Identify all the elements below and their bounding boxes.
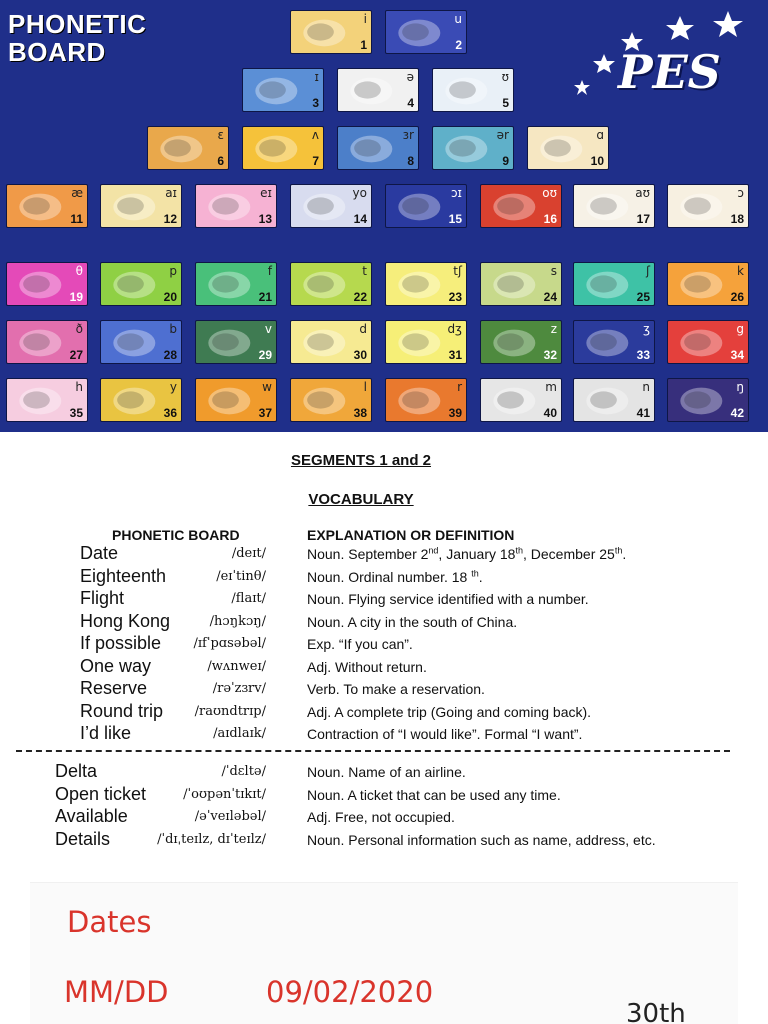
phonetic-symbol: ɛ <box>217 128 224 142</box>
phonetic-symbol: n <box>642 380 650 394</box>
phonetic-tile-37 <box>195 378 277 422</box>
phonetic-tile-15 <box>385 184 467 228</box>
tile-number: 10 <box>590 154 604 168</box>
vocabulary-word: Eighteenth <box>80 565 167 586</box>
phonetic-symbol: f <box>267 264 272 278</box>
tile-number: 26 <box>730 290 744 304</box>
vocabulary-definition: Verb. To make a reservation. <box>307 681 485 697</box>
vocabulary-word: If possible <box>80 633 162 653</box>
phonetic-tile-42 <box>667 378 749 422</box>
star-icon <box>593 54 615 73</box>
dates-note-card <box>30 882 738 1024</box>
phonetic-symbol: ð <box>75 322 83 336</box>
phonetic-tile-6 <box>147 126 229 170</box>
phonetic-symbol: æ <box>71 186 83 200</box>
tile-number: 38 <box>353 406 367 420</box>
phonetic-symbol: ʒ <box>643 322 650 336</box>
phonetic-transcription: /rəˈzɜrv/ <box>212 681 266 696</box>
phonetic-tile-10 <box>527 126 609 170</box>
tile-number: 25 <box>636 290 650 304</box>
phonetic-tile-9 <box>432 126 514 170</box>
phonetic-symbol: l <box>363 380 367 394</box>
tile-number: 32 <box>543 348 557 362</box>
phonetic-symbol: m <box>545 380 557 394</box>
phonetic-tile-26 <box>667 262 749 306</box>
phonetic-tile-28 <box>100 320 182 364</box>
phonetic-tile-5 <box>432 68 514 112</box>
vocabulary-definition: Adj. Free, not occupied. <box>307 809 455 825</box>
vocabulary-row <box>0 678 768 700</box>
tile-number: 41 <box>636 406 650 420</box>
note-date-format-label: MM/DD <box>64 975 169 1009</box>
board-title: PHONETIC BOARD <box>8 9 147 67</box>
phonetic-tile-20 <box>100 262 182 306</box>
tile-number: 39 <box>448 406 462 420</box>
phonetic-tile-3 <box>242 68 324 112</box>
phonetic-symbol: w <box>262 380 272 394</box>
phonetic-tile-39 <box>385 378 467 422</box>
column-header-definition: EXPLANATION OR DEFINITION <box>307 527 515 543</box>
phonetic-symbol: i <box>363 12 367 26</box>
tile-number: 37 <box>258 406 272 420</box>
tile-number: 8 <box>407 154 414 168</box>
phonetic-transcription: /wʌnweɪ/ <box>207 658 266 674</box>
vocabulary-word: Flight <box>80 588 125 608</box>
vocabulary-definition: Contraction of “I would like”. Formal “I want”. <box>307 726 583 742</box>
phonetic-symbol: oʊ <box>542 186 557 200</box>
phonetic-tile-11 <box>6 184 88 228</box>
phonetic-symbol: y <box>169 380 177 394</box>
note-date-value: 09/02/2020 <box>266 975 434 1009</box>
tile-number: 7 <box>312 154 319 168</box>
phonetic-transcription: /aɪdlaɪk/ <box>213 726 266 741</box>
tile-number: 35 <box>69 406 83 420</box>
phonetic-symbol: θ <box>75 264 83 278</box>
phonetic-tile-24 <box>480 262 562 306</box>
phonetic-transcription: /ɪfˈpɑsəbəl/ <box>193 636 266 651</box>
star-icon <box>574 80 590 95</box>
phonetic-symbol: ʊ <box>501 70 509 84</box>
tile-number: 1 <box>360 38 367 52</box>
phonetic-tile-35 <box>6 378 88 422</box>
phonetic-symbol: v <box>264 322 272 336</box>
vocabulary-definition: Adj. A complete trip (Going and coming back). <box>307 703 592 720</box>
phonetic-tile-18 <box>667 184 749 228</box>
segment-title: SEGMENTS 1 and 2 <box>290 452 432 469</box>
phonetic-symbol: s <box>550 264 557 278</box>
tile-number: 13 <box>258 212 272 226</box>
tile-number: 11 <box>70 212 83 226</box>
tile-number: 17 <box>636 212 650 226</box>
phonetic-transcription: /ˈoʊpənˈtɪkɪt/ <box>183 786 266 802</box>
phonetic-symbol: b <box>169 322 177 336</box>
vocabulary-row <box>0 543 768 565</box>
phonetic-tile-33 <box>573 320 655 364</box>
vocabulary-definition: Noun. Ordinal number. 18 $^{th}$. <box>307 567 483 585</box>
phonetic-tile-21 <box>195 262 277 306</box>
phonetic-symbol: p <box>169 264 177 278</box>
phonetic-tile-32 <box>480 320 562 364</box>
phonetic-tile-7 <box>242 126 324 170</box>
vocabulary-title: VOCABULARY <box>308 491 414 508</box>
phonetic-transcription: /ˈdɪˌteɪlz, dɪˈteɪlz/ <box>157 831 266 847</box>
tile-number: 30 <box>353 348 367 362</box>
vocabulary-definition: Noun. Flying service identified with a number. <box>307 591 589 607</box>
note-ordinal-text: 30th <box>626 999 686 1024</box>
phonetic-tile-30 <box>290 320 372 364</box>
phonetic-tile-16 <box>480 184 562 228</box>
tile-number: 42 <box>730 406 744 420</box>
phonetic-symbol: g <box>736 322 744 336</box>
phonetic-tile-8 <box>337 126 419 170</box>
tile-number: 29 <box>258 348 272 362</box>
phonetic-symbol: d <box>359 322 367 336</box>
vocabulary-word: Reserve <box>80 678 148 698</box>
vocabulary-row <box>0 633 768 655</box>
tile-number: 20 <box>163 290 177 304</box>
phonetic-tile-29 <box>195 320 277 364</box>
phonetic-tile-23 <box>385 262 467 306</box>
phonetic-symbol: aʊ <box>635 186 650 200</box>
phonetic-transcription: /eɪˈtinθ/ <box>216 568 266 584</box>
phonetic-symbol: z <box>550 322 557 336</box>
phonetic-tile-40 <box>480 378 562 422</box>
bread-icon <box>148 127 228 169</box>
phonetic-tile-2 <box>385 10 467 54</box>
phonetic-symbol: tʃ <box>453 264 462 278</box>
phonetic-symbol: h <box>75 380 83 394</box>
vocabulary-row <box>0 806 768 828</box>
tile-number: 12 <box>163 212 177 226</box>
tile-number: 6 <box>217 154 224 168</box>
vocabulary-word: Date <box>80 543 119 563</box>
bee-icon <box>291 11 371 53</box>
phonetic-tile-1 <box>290 10 372 54</box>
tile-number: 2 <box>455 38 462 52</box>
vocabulary-row <box>0 723 768 745</box>
phonetic-transcription: /deɪt/ <box>231 546 266 561</box>
vocabulary-row <box>0 566 768 588</box>
vocabulary-definition: Noun. A city in the south of China. <box>307 613 518 630</box>
phonetic-symbol: t <box>362 264 367 278</box>
star-icon <box>713 11 743 37</box>
phonetic-symbol: k <box>737 264 744 278</box>
phonetic-symbol: ɔ <box>737 186 744 200</box>
phonetic-transcription: /əˈveɪləbəl/ <box>194 809 266 824</box>
phonetic-symbol: ɑ <box>596 128 604 142</box>
vocabulary-row <box>0 784 768 806</box>
vocabulary-word: Delta <box>55 761 98 781</box>
phonetic-tile-41 <box>573 378 655 422</box>
phonetic-tile-4 <box>337 68 419 112</box>
phonetic-symbol: eɪ <box>260 186 272 200</box>
fish-icon <box>243 69 323 111</box>
phonetic-tile-36 <box>100 378 182 422</box>
vocabulary-word: Details <box>55 828 111 849</box>
phonetic-symbol: ŋ <box>736 380 744 394</box>
tile-number: 28 <box>163 348 177 362</box>
phonetic-tile-12 <box>100 184 182 228</box>
vocabulary-definition: Noun. A ticket that can be used any time. <box>307 786 561 803</box>
phonetic-tile-25 <box>573 262 655 306</box>
note-title: Dates <box>67 905 152 939</box>
tile-number: 40 <box>543 406 557 420</box>
phonetic-tile-19 <box>6 262 88 306</box>
phonetic-tile-38 <box>290 378 372 422</box>
dashed-divider <box>16 750 730 752</box>
vocabulary-word: Hong Kong <box>80 610 171 631</box>
tile-number: 24 <box>543 290 557 304</box>
vocabulary-word: I’d like <box>80 723 132 743</box>
phonetic-tile-34 <box>667 320 749 364</box>
vocabulary-definition: Noun. Personal information such as name, address, etc. <box>307 831 656 848</box>
tile-number: 15 <box>448 212 462 226</box>
phonetic-symbol: u <box>454 12 462 26</box>
vocabulary-word: Round trip <box>80 700 164 721</box>
vocabulary-row <box>0 761 768 783</box>
tile-number: 18 <box>730 212 744 226</box>
phonetic-tile-22 <box>290 262 372 306</box>
phonetic-transcription: /flaɪt/ <box>231 591 266 606</box>
phonetic-board-banner <box>0 0 768 432</box>
tile-number: 22 <box>353 290 367 304</box>
phonetic-tile-17 <box>573 184 655 228</box>
phonetic-tile-31 <box>385 320 467 364</box>
tile-number: 33 <box>636 348 650 362</box>
vocabulary-row <box>0 656 768 678</box>
phonetic-transcription: /hɔŋkɔŋ/ <box>209 613 266 629</box>
tile-number: 36 <box>163 406 177 420</box>
tile-number: 14 <box>353 212 367 226</box>
tile-number: 34 <box>730 348 744 362</box>
phonetic-tile-13 <box>195 184 277 228</box>
tile-number: 4 <box>407 96 414 110</box>
vocabulary-word: Open ticket <box>55 783 147 804</box>
phonetic-symbol: ɪ <box>314 70 319 84</box>
tile-number: 16 <box>543 212 557 226</box>
phonetic-symbol: dʒ <box>447 322 462 336</box>
vocabulary-definition: Noun. Name of an airline. <box>307 764 466 780</box>
vocabulary-row <box>0 829 768 851</box>
vocabulary-definition: Exp. “If you can”. <box>307 636 413 652</box>
phonetic-symbol: r <box>457 380 462 394</box>
vocabulary-definition: Noun. September 2nd, January 18th, December 25th. <box>307 545 627 562</box>
phonetic-transcription: /ˈdɛltə/ <box>221 764 266 779</box>
vocabulary-word: One way <box>80 655 152 676</box>
tile-number: 31 <box>448 348 462 362</box>
phonetic-symbol: ɔɪ <box>450 186 462 200</box>
phonetic-symbol: ʃ <box>645 264 650 278</box>
column-header-phonetic: PHONETIC BOARD <box>112 527 240 543</box>
tile-number: 21 <box>258 290 272 304</box>
vocabulary-row <box>0 701 768 723</box>
star-icon <box>666 16 694 40</box>
tile-number: 27 <box>69 348 83 362</box>
phonetic-transcription: /raʊndtrɪp/ <box>194 703 266 719</box>
vocabulary-definition: Adj. Without return. <box>307 658 427 675</box>
phonetic-symbol: ɜr <box>402 128 414 142</box>
pes-logo-text: PES <box>618 45 721 99</box>
tile-number: 23 <box>448 290 462 304</box>
phonetic-symbol: ʌ <box>311 128 319 142</box>
vocabulary-row <box>0 588 768 610</box>
phonetic-symbol: aɪ <box>165 186 177 200</box>
tile-number: 3 <box>312 96 319 110</box>
phonetic-tile-14 <box>290 184 372 228</box>
phonetic-symbol: yo <box>352 186 367 200</box>
phonetic-symbol: ər <box>496 128 509 142</box>
vocabulary-row <box>0 611 768 633</box>
phonetic-symbol: ə <box>406 70 414 84</box>
vocabulary-word: Available <box>55 806 128 826</box>
tile-number: 19 <box>69 290 83 304</box>
tile-number: 5 <box>502 96 509 110</box>
tile-number: 9 <box>502 154 509 168</box>
phonetic-tile-27 <box>6 320 88 364</box>
